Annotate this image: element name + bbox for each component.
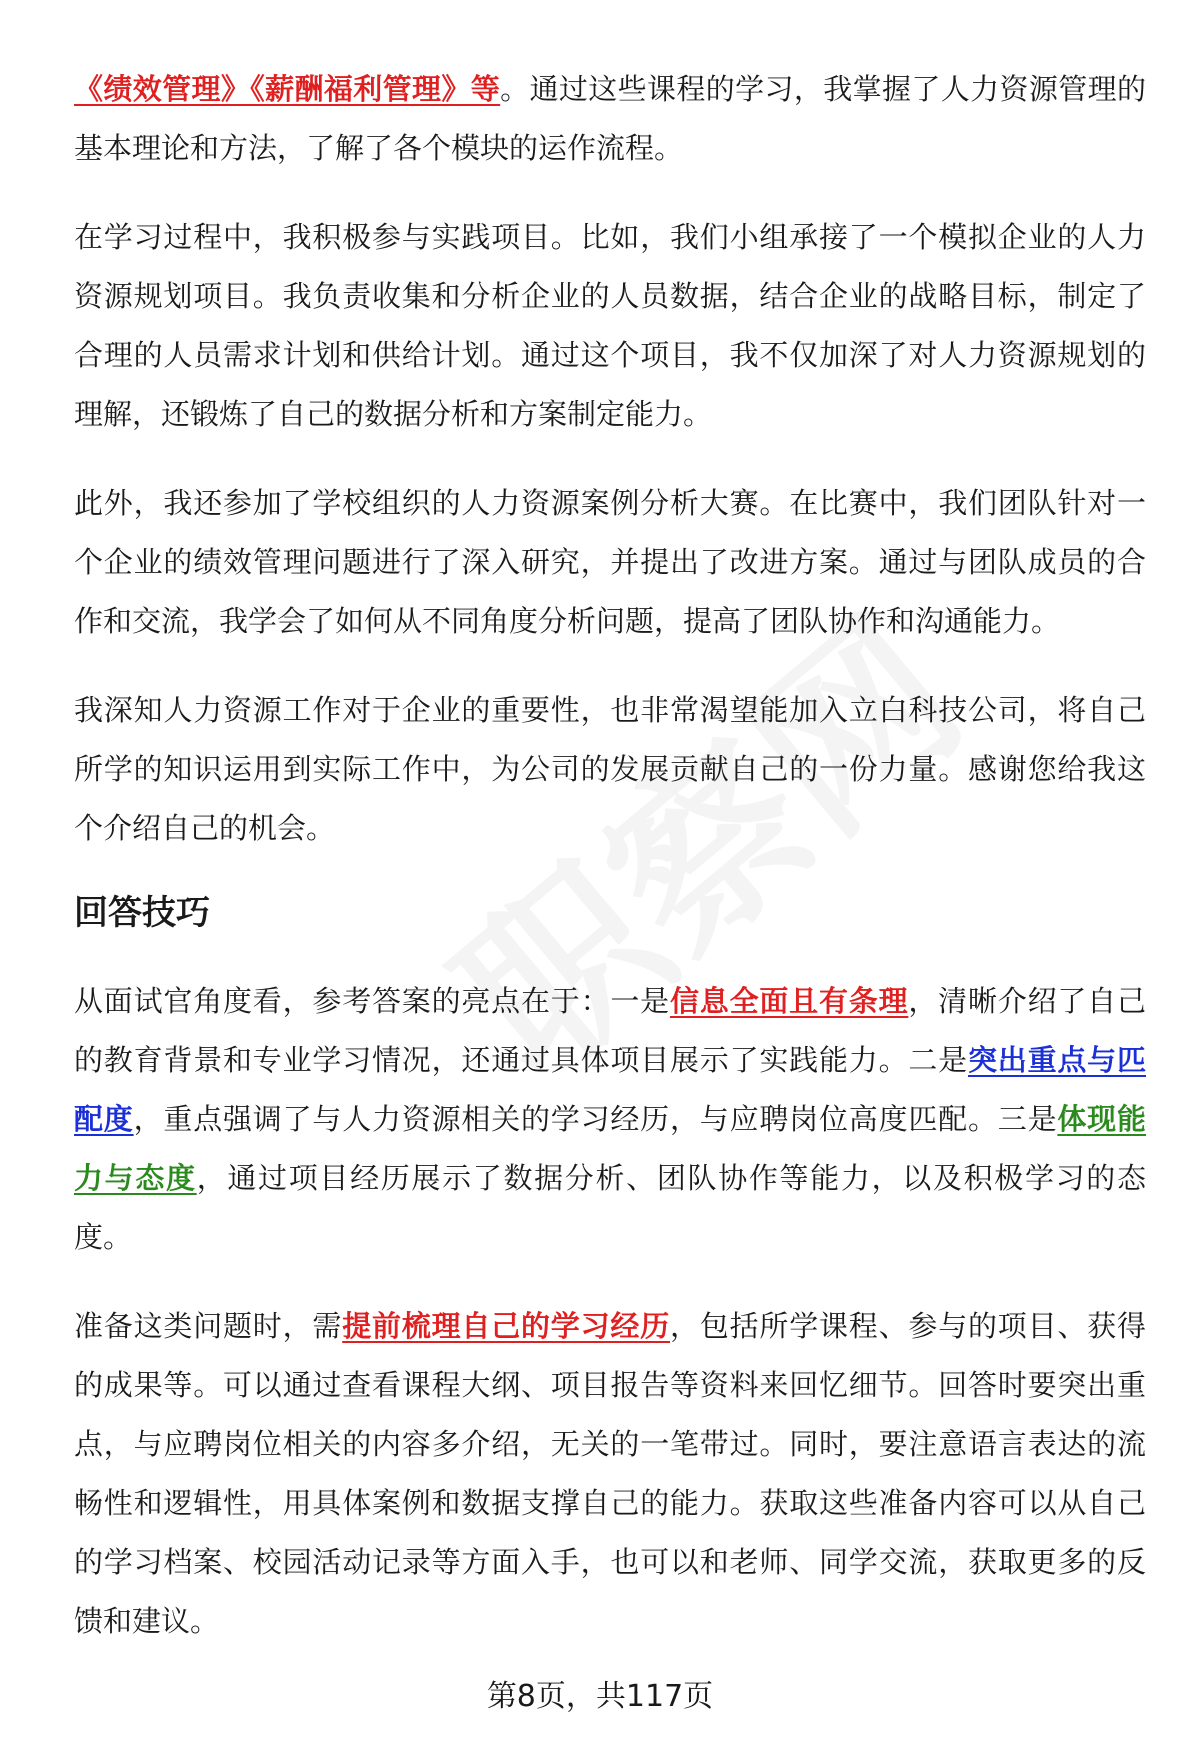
text-segment: ，清晰介绍了自己的教育背景和专业学习情况，还通过具体项目展示了实践能力。二是 [74,984,1146,1077]
paragraph-practice-project: 在学习过程中，我积极参与实践项目。比如，我们小组承接了一个模拟企业的人力资源规划项目。我负责收集和分析企业的人员数据，结合企业的战略目标，制定了合理的人员需求计划和供给计划。通过这个项目，我不仅加深了对人力资源规划的理解，还锻炼了自己的数据分析和方案制定能力。 [74,220,1146,431]
highlight-review-experience: 提前梳理自己的学习经历 [342,1309,670,1343]
paragraph-preparation [74,1297,1146,1651]
text-segment: 准备这类问题时，需 [74,1309,343,1343]
text-segment: ，通过项目经历展示了数据分析、团队协作等能力，以及积极学习的态度。 [74,1161,1146,1254]
paragraph-courses-text: 。通过这些课程的学习，我掌握了人力资源管理的基本理论和方法，了解了各个模块的运作流程。 [74,72,1146,165]
section-heading: 回答技巧 [74,893,210,933]
highlight-focus-match: 突出重点与匹配度 [74,1043,1146,1136]
highlight-ability-attitude: 体现能力与态度 [74,1102,1146,1195]
document-body [74,60,1146,1681]
text-segment: ，包括所学课程、参与的项目、获得的成果等。可以通过查看课程大纲、项目报告等资料来回忆细节。回答时要突出重点，与应聘岗位相关的内容多介绍，无关的一笔带过。同时，要注意语言表达的流畅性和逻辑性，用具体案例和数据支撑自己的能力。获取这些准备内容可以从自己的学习档案、校园活动记录等方面入手，也可以和老师、同学交流，获取更多的反馈和建议。 [74,1309,1146,1638]
text-segment: ，重点强调了与人力资源相关的学习经历，与应聘岗位高度匹配。三是 [133,1102,1058,1136]
paragraph-interviewer-view [74,972,1146,1267]
page-number: 第8页，共117页 [486,1679,714,1714]
paragraph-courses [74,60,1146,178]
highlight-courses: 《绩效管理》《薪酬福利管理》等 [74,72,501,106]
highlight-info-complete: 信息全面且有条理 [669,984,909,1018]
paragraph-closing: 我深知人力资源工作对于企业的重要性，也非常渴望能加入立白科技公司，将自己所学的知识运用到实际工作中，为公司的发展贡献自己的一份力量。感谢您给我这个介绍自己的机会。 [74,693,1146,845]
text-segment: 从面试官角度看，参考答案的亮点在于：一是 [74,984,670,1018]
paragraph-case-competition: 此外，我还参加了学校组织的人力资源案例分析大赛。在比赛中，我们团队针对一个企业的绩效管理问题进行了深入研究，并提出了改进方案。通过与团队成员的合作和交流，我学会了如何从不同角度分析问题，提高了团队协作和沟通能力。 [74,486,1146,638]
